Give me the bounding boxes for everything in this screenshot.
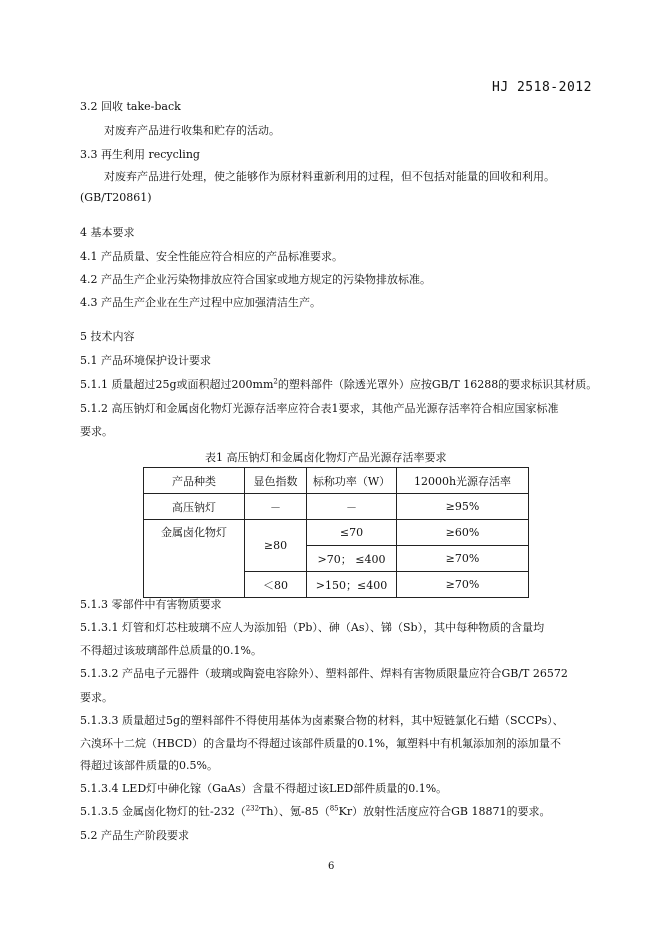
section-5-1-3-title: 5.1.3 零部件中有害物质要求 (80, 598, 222, 611)
section-5-1-3-1-line2: 不得超过该玻璃部件总质量的0.1%。 (80, 644, 262, 657)
section-3-3-body-line2: (GB/T20861) (80, 191, 152, 204)
section-5-2-title: 5.2 产品生产阶段要求 (80, 829, 189, 842)
table1-cell-ra-ge80: ≥80 (245, 520, 307, 572)
section-5-1-1-pre: 5.1.1 质量超过25g或面积超过200mm (80, 378, 274, 391)
table1-header-row (144, 468, 529, 494)
table1-cell: ≥60% (397, 520, 529, 546)
section-5-1-3-5-sup1: 232 (245, 804, 260, 813)
section-4-1: 4.1 产品质量、安全性能应符合相应的产品标准要求。 (80, 250, 343, 263)
table1-cell: ≤70 (307, 520, 397, 546)
section-5-1-3-3-line1: 5.1.3.3 质量超过5g的塑料部件不得使用基体为卤素聚合物的材料，其中短链氯化石蜡（SCCPs）、 (80, 714, 564, 727)
table1-cell: ＜80 (245, 572, 307, 598)
section-5-1-1-post: 的塑料部件（除透光罩外）应按GB/T 16288的要求标识其材质。 (277, 378, 598, 391)
table1-header-cell: 产品种类 (144, 468, 245, 494)
table1-cell: － (307, 494, 397, 520)
table1-caption: 表1 高压钠灯和金属卤化物灯产品光源存活率要求 (205, 451, 447, 464)
section-4-3: 4.3 产品生产企业在生产过程中应加强清洁生产。 (80, 296, 321, 309)
table1-cell: 高压钠灯 (144, 494, 245, 520)
section-5-1-3-2-line1: 5.1.3.2 产品电子元器件（玻璃或陶瓷电容除外）、塑料部件、焊料有害物质限量应符合GB/T 26572 (80, 667, 568, 680)
section-5-1-3-5-b: Th）、氪-85（ (259, 805, 330, 818)
section-5-1-3-5-sup2: 85 (329, 804, 339, 813)
section-3-3-body-line1: 对废弃产品进行处理，使之能够作为原材料重新利用的过程，但不包括对能量的回收和利用。 (104, 170, 555, 183)
table1-cell-mh-label: 金属卤化物灯 (144, 520, 245, 598)
table1-cell: ≥70% (397, 572, 529, 598)
section-5-heading: 5 技术内容 (80, 330, 135, 343)
table1 (143, 467, 529, 598)
section-5-1-3-5-a: 5.1.3.5 金属卤化物灯的钍-232（ (80, 805, 246, 818)
section-5-1-3-3-line3: 得超过该部件质量的0.5%。 (80, 759, 218, 772)
section-5-1-2-line2: 要求。 (80, 425, 113, 438)
section-4-heading: 4 基本要求 (80, 226, 135, 239)
section-3-2-body: 对废弃产品进行收集和贮存的活动。 (104, 124, 280, 137)
section-5-1-3-5 (80, 803, 550, 819)
section-5-1-3-2-line2: 要求。 (80, 691, 113, 704)
section-5-1-1 (80, 376, 597, 392)
section-5-1-3-3-line2: 六溴环十二烷（HBCD）的含量均不得超过该部件质量的0.1%，氟塑料中有机氟添加剂的添加量不 (80, 737, 562, 750)
table1-header-cell: 显色指数 (245, 468, 307, 494)
section-5-1-2-line1: 5.1.2 高压钠灯和金属卤化物灯光源存活率应符合表1要求，其他产品光源存活率符合相应国家标准 (80, 402, 559, 415)
table1-cell: >70； ≤400 (307, 546, 397, 572)
table1-cell: － (245, 494, 307, 520)
section-5-1-1-sup: 2 (273, 377, 278, 386)
section-5-1-title: 5.1 产品环境保护设计要求 (80, 354, 211, 367)
table1-header-cell: 标称功率（W） (307, 468, 397, 494)
table1-row-mh-1 (144, 520, 529, 546)
table1-cell: >150；≤400 (307, 572, 397, 598)
section-3-2-title: 3.2 回收 take-back (80, 100, 181, 113)
section-5-1-3-1-line1: 5.1.3.1 灯管和灯芯柱玻璃不应人为添加铅（Pb）、砷（As）、锑（Sb），其中每种物质的含量均 (80, 621, 545, 634)
table1-cell: ≥70% (397, 546, 529, 572)
section-3-3-title: 3.3 再生利用 recycling (80, 148, 200, 161)
table1-header-cell: 12000h光源存活率 (397, 468, 529, 494)
section-5-1-3-4: 5.1.3.4 LED灯中砷化镓（GaAs）含量不得超过该LED部件质量的0.1%。 (80, 782, 448, 795)
page-number: 6 (328, 861, 335, 872)
section-5-1-3-5-c: Kr）放射性活度应符合GB 18871的要求。 (338, 805, 551, 818)
table1-row-hps (144, 494, 529, 520)
table1-cell: ≥95% (397, 494, 529, 520)
section-4-2: 4.2 产品生产企业污染物排放应符合国家或地方规定的污染物排放标准。 (80, 273, 431, 286)
document-code: HJ 2518-2012 (492, 80, 592, 95)
